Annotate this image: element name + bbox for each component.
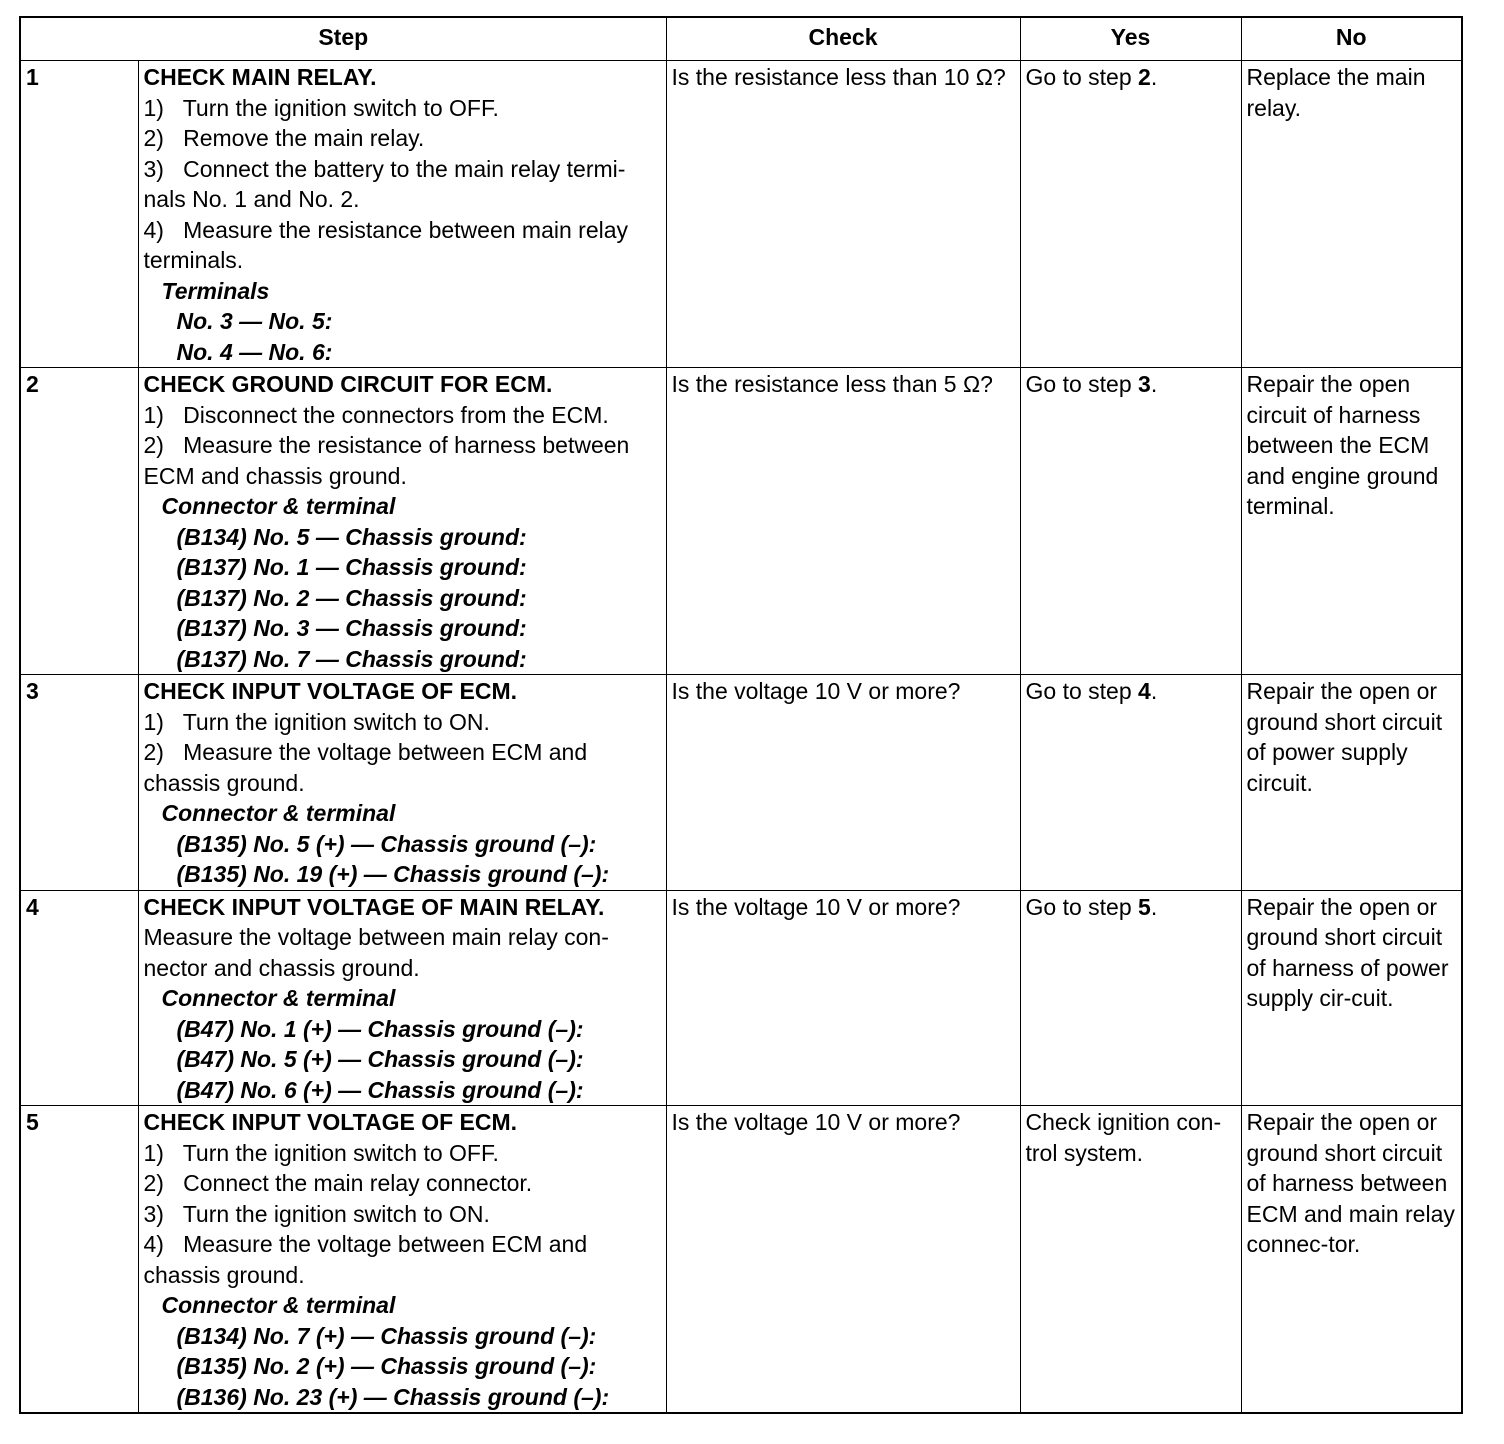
instruction-line: 2) Remove the main relay.	[143, 125, 425, 151]
no-cell: Repair the open or ground short circuit of power supply circuit.	[1241, 675, 1462, 891]
instruction-line: chassis ground.	[143, 1261, 305, 1288]
yes-cell	[1020, 1106, 1241, 1414]
step-subheading: Terminals	[161, 277, 270, 304]
no-cell: Repair the open or ground short circuit of harness of power supply cir-cuit.	[1241, 890, 1462, 1106]
terminal-item: (B137) No. 7 — Chassis ground:	[176, 645, 527, 672]
terminal-item: (B47) No. 1 (+) — Chassis ground (–):	[176, 1015, 584, 1042]
terminal-item: (B137) No. 3 — Chassis ground:	[176, 615, 527, 641]
instruction-line: 4) Measure the voltage between ECM and	[143, 1231, 588, 1257]
instruction-line: 1) Disconnect the connectors from the ECM.	[143, 401, 609, 428]
check-cell: Is the resistance less than 5 Ω?	[666, 368, 1020, 675]
step-instructions	[144, 400, 661, 492]
yes-prefix: Go to step	[1025, 371, 1139, 397]
step-subheading: Connector & terminal	[161, 800, 396, 826]
terminal-item: (B47) No. 5 (+) — Chassis ground (–):	[176, 1046, 584, 1072]
header-row	[20, 17, 1462, 61]
table-row-5	[20, 1106, 1462, 1414]
instruction-line: chassis ground.	[143, 769, 305, 796]
yes-cell	[1020, 675, 1241, 891]
instruction-line: Measure the voltage between main relay con-	[143, 924, 609, 950]
step-cell	[138, 61, 666, 368]
check-cell: Is the voltage 10 V or more?	[666, 890, 1020, 1106]
step-items	[144, 522, 661, 675]
instruction-line: 2) Connect the main relay connector.	[143, 1170, 533, 1196]
instruction-line: 1) Turn the ignition switch to ON.	[143, 708, 490, 735]
table-row-2	[20, 368, 1462, 675]
check-cell: Is the voltage 10 V or more?	[666, 1106, 1020, 1414]
instruction-line: 3) Turn the ignition switch to ON.	[143, 1200, 490, 1227]
no-cell: Repair the open circuit of harness between the ECM and engine ground terminal.	[1241, 368, 1462, 675]
step-number: 4	[20, 890, 138, 1106]
step-subheading: Connector & terminal	[161, 1292, 396, 1318]
header-check: Check	[666, 17, 1020, 61]
step-title: CHECK INPUT VOLTAGE OF ECM.	[143, 1109, 518, 1135]
terminal-item: (B135) No. 5 (+) — Chassis ground (–):	[176, 830, 597, 857]
check-cell: Is the resistance less than 10 Ω?	[666, 61, 1020, 368]
step-title: CHECK GROUND CIRCUIT FOR ECM.	[143, 371, 553, 397]
step-title: CHECK INPUT VOLTAGE OF MAIN RELAY.	[143, 893, 605, 920]
instruction-line: nals No. 1 and No. 2.	[143, 186, 360, 212]
table-row-4	[20, 890, 1462, 1106]
yes-prefix: Go to step	[1025, 64, 1139, 90]
step-items	[144, 306, 661, 367]
step-cell	[138, 1106, 666, 1414]
terminal-item: (B136) No. 23 (+) — Chassis ground (–):	[176, 1383, 610, 1410]
yes-prefix: Go to step	[1025, 893, 1139, 920]
instruction-line: 1) Turn the ignition switch to OFF.	[143, 94, 499, 121]
step-cell	[138, 368, 666, 675]
header-step: Step	[20, 17, 666, 61]
instruction-line: 2) Measure the voltage between ECM and	[143, 739, 588, 765]
step-subheading: Connector & terminal	[161, 985, 396, 1011]
check-cell: Is the voltage 10 V or more?	[666, 675, 1020, 891]
step-instructions	[144, 922, 661, 983]
terminal-item: (B134) No. 7 (+) — Chassis ground (–):	[176, 1322, 597, 1349]
yes-cell	[1020, 368, 1241, 675]
table-row-1	[20, 61, 1462, 368]
terminal-item: (B135) No. 19 (+) — Chassis ground (–):	[176, 861, 610, 887]
header-yes: Yes	[1020, 17, 1241, 61]
instruction-line: 2) Measure the resistance of harness between	[143, 432, 630, 458]
step-instructions	[144, 707, 661, 799]
yes-prefix: Check ignition con-trol system.	[1025, 1109, 1222, 1166]
diagnostic-table	[19, 16, 1463, 1414]
yes-step-ref: 5	[1138, 893, 1151, 920]
terminal-item: (B47) No. 6 (+) — Chassis ground (–):	[176, 1076, 584, 1103]
yes-suffix: .	[1150, 678, 1158, 704]
yes-prefix: Go to step	[1025, 678, 1139, 704]
step-instructions	[144, 1138, 661, 1291]
instruction-line: 1) Turn the ignition switch to OFF.	[143, 1139, 499, 1166]
step-number: 1	[20, 61, 138, 368]
step-title: CHECK MAIN RELAY.	[143, 64, 377, 90]
instruction-line: 3) Connect the battery to the main relay termi-	[143, 155, 626, 182]
terminal-item: (B137) No. 1 — Chassis ground:	[176, 554, 527, 580]
step-subheading: Connector & terminal	[161, 493, 396, 519]
yes-step-ref: 4	[1138, 678, 1151, 704]
yes-cell	[1020, 890, 1241, 1106]
step-items	[144, 1014, 661, 1106]
step-items	[144, 1321, 661, 1413]
no-cell: Replace the main relay.	[1241, 61, 1462, 368]
instruction-line: nector and chassis ground.	[143, 954, 420, 981]
no-cell: Repair the open or ground short circuit of harness between ECM and main relay connec-tor.	[1241, 1106, 1462, 1414]
terminal-item: (B134) No. 5 — Chassis ground:	[176, 523, 527, 550]
yes-step-ref: 2	[1138, 64, 1151, 90]
terminal-item: No. 3 — No. 5:	[176, 308, 333, 334]
step-items	[144, 829, 661, 890]
yes-suffix: .	[1150, 64, 1158, 90]
step-title: CHECK INPUT VOLTAGE OF ECM.	[143, 678, 518, 704]
yes-cell	[1020, 61, 1241, 368]
instruction-line: ECM and chassis ground.	[143, 462, 407, 489]
instruction-line: 4) Measure the resistance between main relay	[143, 216, 629, 243]
terminal-item: (B137) No. 2 — Chassis ground:	[176, 584, 527, 611]
table-row-3	[20, 675, 1462, 891]
instruction-line: terminals.	[143, 247, 244, 273]
step-cell	[138, 890, 666, 1106]
yes-step-ref: 3	[1138, 371, 1151, 397]
step-number: 5	[20, 1106, 138, 1414]
terminal-item: No. 4 — No. 6:	[176, 338, 333, 365]
step-cell	[138, 675, 666, 891]
step-instructions	[144, 93, 661, 276]
header-no: No	[1241, 17, 1462, 61]
terminal-item: (B135) No. 2 (+) — Chassis ground (–):	[176, 1353, 597, 1379]
yes-suffix: .	[1150, 371, 1158, 397]
step-number: 3	[20, 675, 138, 891]
yes-suffix: .	[1150, 893, 1158, 920]
step-number: 2	[20, 368, 138, 675]
